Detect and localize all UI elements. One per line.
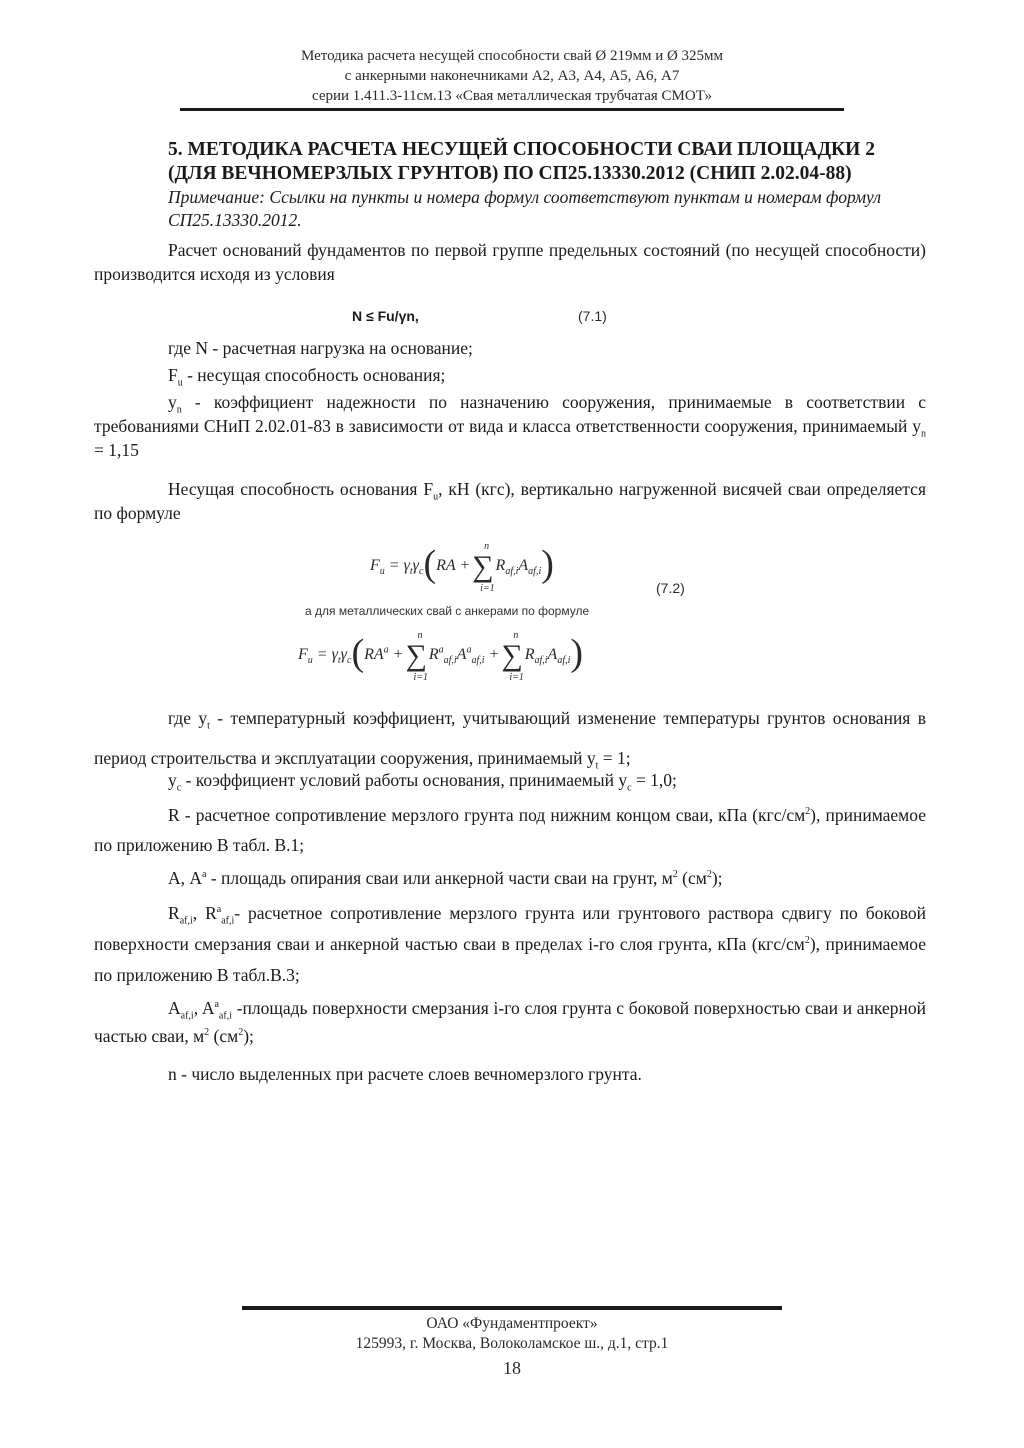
running-header (180, 46, 844, 106)
paragraph-condition: Расчет оснований фундаментов по первой группе предельных состояний (по несущей способности) производится исходя из условия (94, 240, 926, 284)
formula-7-1-number: (7.1) (578, 308, 607, 324)
def-yc: $y_c$ - коэффициент условий работы основания, принимаемый $y_c = 1,0$; (168, 770, 677, 794)
header-line-2: с анкерными наконечниками А2, А3, А4, А5, А6, А7 (344, 68, 680, 84)
def-a: А, $А^a$ - площадь опирания сваи или анкерной части сваи на грунт, $м^2$ $(см^2)$; (168, 868, 723, 888)
paragraph-capacity: Несущая способность основания $F_u$, кН (кгс), вертикально нагруженной висячей сваи определяется по формуле (94, 479, 926, 523)
section-note: Примечание: Ссылки на пункты и номера формул соответствуют пунктам и номерам формул СП25.13330.2012. (168, 187, 881, 230)
page-footer (242, 1314, 782, 1378)
def-r: R - расчетное сопротивление мерзлого грунта под нижним концом сваи, кПа $(кгс/см^2)$, принимаемое по приложению В табл. В.1; (94, 805, 926, 855)
formula-anchor: $F_u = \gamma_t\gamma_c(RA^a$ +∑ n i=1 $R^a_{af,i}A^a_{af,i}$ +∑ n i=1 $R_{af,i}A_{af,i}$) (298, 630, 584, 683)
def-yn: $y_n$ - коэффициент надежности по назначению сооружения, принимаемые в соответствии с требованиями СНиП 2.02.01-83 в зависимости от вида и класса ответственности сооружения, принимаемый $y_n = 1,15$ (94, 392, 926, 460)
footer-address: 125993, г. Москва, Волоколамское ш., д.1, стр.1 (355, 1335, 669, 1352)
formula-7-2-number: (7.2) (656, 580, 685, 596)
footer-rule (242, 1306, 782, 1310)
header-rule (180, 108, 844, 111)
section-title: 5. МЕТОДИКА РАСЧЕТА НЕСУЩЕЙ СПОСОБНОСТИ СВАИ ПЛОЩАДКИ 2 (ДЛЯ ВЕЧНОМЕРЗЛЫХ ГРУНТОВ) ПО СП25.13330.2012 (СНИП 2.02.04-88) (168, 139, 875, 184)
def-yt: где $y_t$ - температурный коэффициент, учитывающий изменение температуры грунтов основания в период строительства и эксплуатации сооружения, принимаемый $y_t = 1$; (94, 708, 926, 772)
def-raf: $R_{af,i}$, $R^a_{af,i}-$ расчетное сопротивление мерзлого грунта или грунтового раствора сдвигу по боковой поверхности смерзания сваи и анкерной частью сваи в пределах i-го слоя грунта, кПа $(кгс/см^2)$, принимаемое по приложению В табл.В.3; (94, 903, 926, 985)
def-n-layers: n - число выделенных при расчете слоев вечномерзлого грунта. (168, 1064, 642, 1084)
header-line-1: Методика расчета несущей способности свай Ø 219мм и Ø 325мм (300, 48, 724, 64)
def-fu: $F_u$ - несущая способность основания; (168, 365, 446, 389)
formula-7-2: $F_u = \gamma_t\gamma_c(RA$ +∑ n i=1 $R_{af,i}A_{af,i}$) (370, 541, 554, 594)
anchor-formula-caption: а для металлических свай с анкерами по формуле (305, 604, 590, 618)
header-line-3: серии 1.411.3-11см.13 «Свая металлическая трубчатая СМОТ» (311, 88, 713, 104)
footer-org: ОАО «Фундаментпроект» (426, 1315, 598, 1332)
formula-7-1: N ≤ Fu/γn, (352, 308, 419, 324)
page-number: 18 (503, 1358, 521, 1378)
def-aaf: $A_{af,i}$, $A^a_{af,i}$ -площадь поверхности смерзания i-го слоя грунта с боковой поверхностью сваи и анкерной частью сваи, $м^2$ $(см^2)$; (94, 998, 926, 1046)
def-n: где N - расчетная нагрузка на основание; (168, 338, 473, 358)
